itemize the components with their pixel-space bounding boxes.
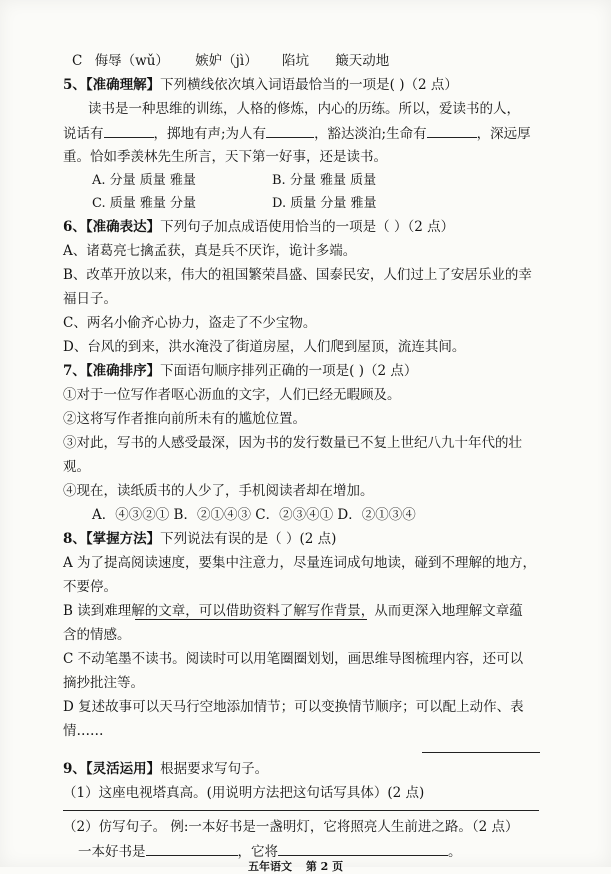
q8-option-c-line-2[interactable]: 摘抄批注等。 — [63, 675, 144, 691]
word-3: 陷坑 — [282, 53, 309, 69]
q5-blank-2[interactable] — [266, 124, 314, 138]
q8-option-b-underline — [135, 619, 367, 620]
q6-option-b-line-1[interactable]: B、改革开放以来，伟大的祖国繁荣昌盛、国泰民安，人们过上了安居乐业的幸 — [63, 267, 532, 283]
q5-stem-text: 下列横线依次填入词语最恰当的一项是( )（2 点） — [160, 77, 458, 93]
q5-option-c[interactable]: C. 质量 雅量 分量 — [92, 196, 197, 211]
q5-option-d[interactable]: D. 质量 分量 雅量 — [272, 196, 377, 211]
q6-number: 6、 — [63, 219, 86, 235]
top-line — [72, 52, 389, 70]
q5-passage-line-1: 读书是一种思维的训练，人格的修炼，内心的历练。所以，爱读书的人， — [88, 101, 520, 117]
q7-stem — [63, 362, 417, 380]
q8-option-c-line-1[interactable]: C 不动笔墨不读书。阅读时可以用笔圈圈划划，画思维导图梳理内容，还可以 — [63, 651, 524, 667]
q8-stem — [63, 530, 336, 548]
q9-fill-blank-1[interactable] — [146, 842, 238, 856]
q6-option-c[interactable]: C、两名小偷齐心协力，盗走了不少宝物。 — [63, 315, 317, 331]
q8-option-a-line-1[interactable]: A 为了提高阅读速度，要集中注意力，尽量连词成句地读，碰到不理解的地方， — [63, 555, 537, 571]
q8-option-d-line-1[interactable]: D 复述故事可以天马行空地添加情节；可以变换情节顺序；可以配上动作、表 — [63, 699, 524, 715]
q5-tag: 【准确理解】 — [85, 77, 161, 93]
q9-item-1: （1）这座电视塔真高。(用说明方法把这句话写具体）(2 点) — [63, 785, 425, 801]
q9-fill-line: 一本好书是 ，它将 。 — [78, 844, 462, 860]
q7-sentence-1: ①对于一位写作者呕心沥血的文字，人们已经无暇顾及。 — [63, 387, 401, 403]
option-c-label: C — [72, 53, 83, 69]
q5-passage-line-2: 说话有 ，掷地有声;为人有 ，豁达淡泊;生命有 ，深远厚 — [63, 126, 531, 142]
q9-stem — [63, 760, 268, 778]
footer-page-number: 第 2 页 — [305, 860, 344, 873]
q8-option-b-line-2[interactable]: 含的情感。 — [63, 627, 131, 643]
q9-stem-text: 根据要求写句子。 — [160, 761, 269, 777]
q7-sentence-3-line-1: ③对此，写书的人感受最深，因为书的发行数量已不复上世纪八九十年代的壮 — [63, 435, 522, 451]
q8-option-a-line-2[interactable]: 不要停。 — [63, 579, 117, 595]
q8-option-b-line-1[interactable]: B 读到难理解的文章，可以借助资料了解写作背景，从而更深入地理解文章蕴 — [63, 603, 523, 619]
footer-subject: 五年语文 — [248, 860, 292, 873]
word-2: 嫉妒（jì） — [195, 53, 258, 69]
q9-tag: 【灵活运用】 — [85, 761, 161, 777]
word-4: 簸天动地 — [335, 53, 390, 69]
q7-options[interactable]: A．④③②① B．②①④③ C．②③④① D．②①③④ — [92, 507, 416, 523]
q8-option-d-line-2[interactable]: 情…… — [63, 723, 104, 739]
q7-stem-text: 下面语句顺序排列正确的一项是( )（2 点） — [160, 363, 418, 379]
q6-stem-text: 下列句子加点成语使用恰当的一项是（ ）（2 点） — [160, 219, 455, 235]
q6-tag: 【准确表达】 — [85, 219, 161, 235]
q9-item-2: （2）仿写句子。 例:一本好书是一盏明灯，它将照亮人生前进之路。（2 点） — [63, 819, 519, 835]
q8-number: 8、 — [63, 531, 86, 547]
q9-fill-blank-2[interactable] — [278, 842, 448, 856]
word-1: 侮辱（wǔ） — [94, 53, 169, 69]
q7-sentence-3-line-2: 观。 — [63, 459, 90, 475]
q7-sentence-2: ②这将写作者推向前所未有的尴尬位置。 — [63, 411, 306, 427]
q6-option-a[interactable]: A、诸葛亮七擒孟获，真是兵不厌诈，诡计多端。 — [63, 243, 357, 259]
q8-stem-text: 下列说法有误的是（ ）(2 点) — [160, 531, 337, 547]
q5-number: 5、 — [63, 77, 86, 93]
q9-item-1-answer-line[interactable] — [63, 810, 539, 811]
q5-stem — [63, 76, 458, 94]
q5-passage-line-3: 重。恰如季羡林先生所言，天下第一好事，还是读书。 — [63, 149, 387, 165]
q6-stem — [63, 218, 454, 236]
q7-tag: 【准确排序】 — [85, 363, 161, 379]
q5-option-b[interactable]: B. 分量 雅量 质量 — [272, 173, 377, 188]
q7-number: 7、 — [63, 363, 86, 379]
page-footer — [248, 858, 343, 874]
q7-sentence-4: ④现在，读纸质书的人少了，手机阅读者却在增加。 — [63, 483, 374, 499]
q9-number: 9、 — [63, 761, 86, 777]
q8-tag: 【掌握方法】 — [85, 531, 161, 547]
q6-option-b-line-2[interactable]: 福日子。 — [63, 291, 117, 307]
answer-line-stray — [422, 752, 540, 753]
q6-option-d[interactable]: D、台风的到来，洪水淹没了街道房屋，人们爬到屋顶，流连其间。 — [63, 339, 466, 355]
q5-option-a[interactable]: A. 分量 质量 雅量 — [92, 173, 196, 188]
q5-blank-1[interactable] — [104, 124, 154, 138]
q5-blank-3[interactable] — [427, 124, 477, 138]
